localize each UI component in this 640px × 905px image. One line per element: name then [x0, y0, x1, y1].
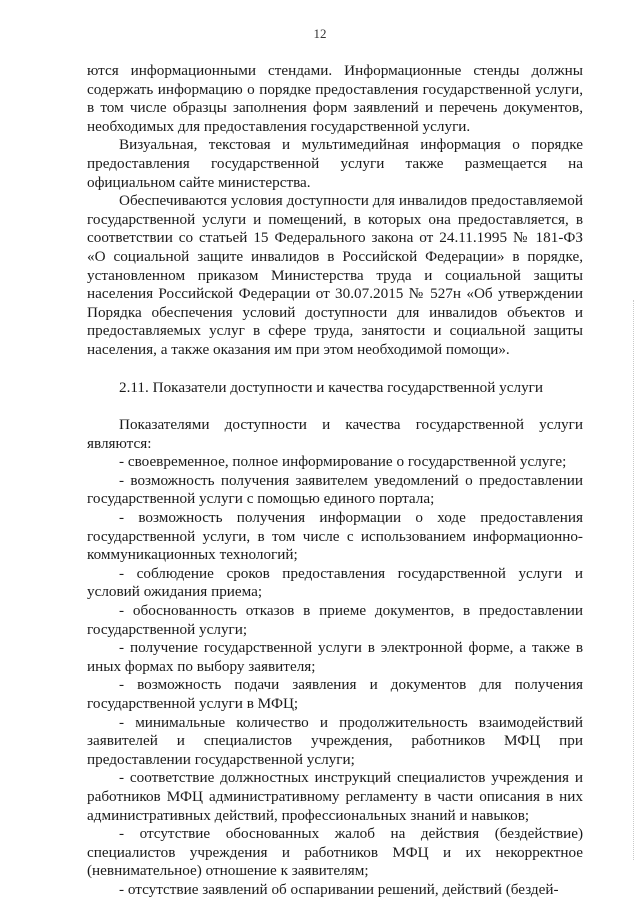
list-item: - обоснованность отказов в приеме документов, в предоставлении государственной услуги; — [87, 602, 583, 638]
list-item: - получение государственной услуги в электронной форме, а также в иных формах по выбору заявителя; — [87, 639, 583, 675]
list-item: - отсутствие заявлений об оспаривании решений, действий (бездей- — [119, 880, 559, 898]
scan-margin-marks — [631, 300, 634, 860]
paragraph-stands-continued: ются информационными стендами. Информационные стенды должны содержать информацию о порядке предоставления государственной услуги, в том числе образцы заполнения форм заявлений и перечень документов, необходимых для предоставления государственной услуги. — [87, 62, 583, 135]
list-item: - возможность подачи заявления и документов для получения государственной услуги в МФЦ; — [87, 676, 583, 712]
page-number: 12 — [313, 26, 327, 41]
section-heading-2-11: 2.11. Показатели доступности и качества государственной услуги — [119, 378, 544, 396]
paragraph-indicators-intro: Показателями доступности и качества государственной услуги являются: — [87, 416, 583, 452]
paragraph-accessibility-disabled: Обеспечиваются условия доступности для инвалидов предоставляемой государственной услуги и помещений, в которых она предоставляется, в соответствии со статьей 15 Федерального закона от 24.11.1995 № 181-ФЗ «О социальной защите инвалидов в Российской Федерации» в порядке, установленном приказом Министерства труда и социальной защиты населения Российской Федерации от 30.07.2015 № 527н «Об утверждении Порядка обеспечения условий доступности для инвалидов объектов и предоставляемых услуг в сфере труда, занятости и социальной защиты населения, а также оказания им при этом необходимой помощи». — [87, 192, 583, 358]
list-item: - соответствие должностных инструкций специалистов учреждения и работников МФЦ административному регламенту в части описания в них административных действий, профессиональных знаний и навыков; — [87, 769, 583, 824]
list-item: - соблюдение сроков предоставления государственной услуги и условий ожидания приема; — [87, 564, 583, 601]
list-item: - возможность получения заявителем уведомлений о предоставлении государственной услуги с помощью единого портала; — [87, 471, 583, 508]
document-body — [87, 62, 583, 900]
paragraph-multimedia-info: Визуальная, текстовая и мультимедийная информация о порядке предоставления государственной услуги также размещается на официальном сайте министерства. — [87, 136, 583, 191]
list-item: - своевременное, полное информирование о государственной услуге; — [119, 453, 567, 471]
list-item: - минимальные количество и продолжительность взаимодействий заявителей и специалистов учреждения, работников МФЦ при предоставлении государственной услуги; — [87, 713, 583, 768]
list-item: - отсутствие обоснованных жалоб на действия (бездействие) специалистов учреждения и работников МФЦ и их некорректное (невнимательное) отношение к заявителям; — [87, 825, 583, 880]
list-item: - возможность получения информации о ходе предоставления государственной услуги, в том числе с использованием информационно-коммуникационных технологий; — [87, 509, 583, 564]
